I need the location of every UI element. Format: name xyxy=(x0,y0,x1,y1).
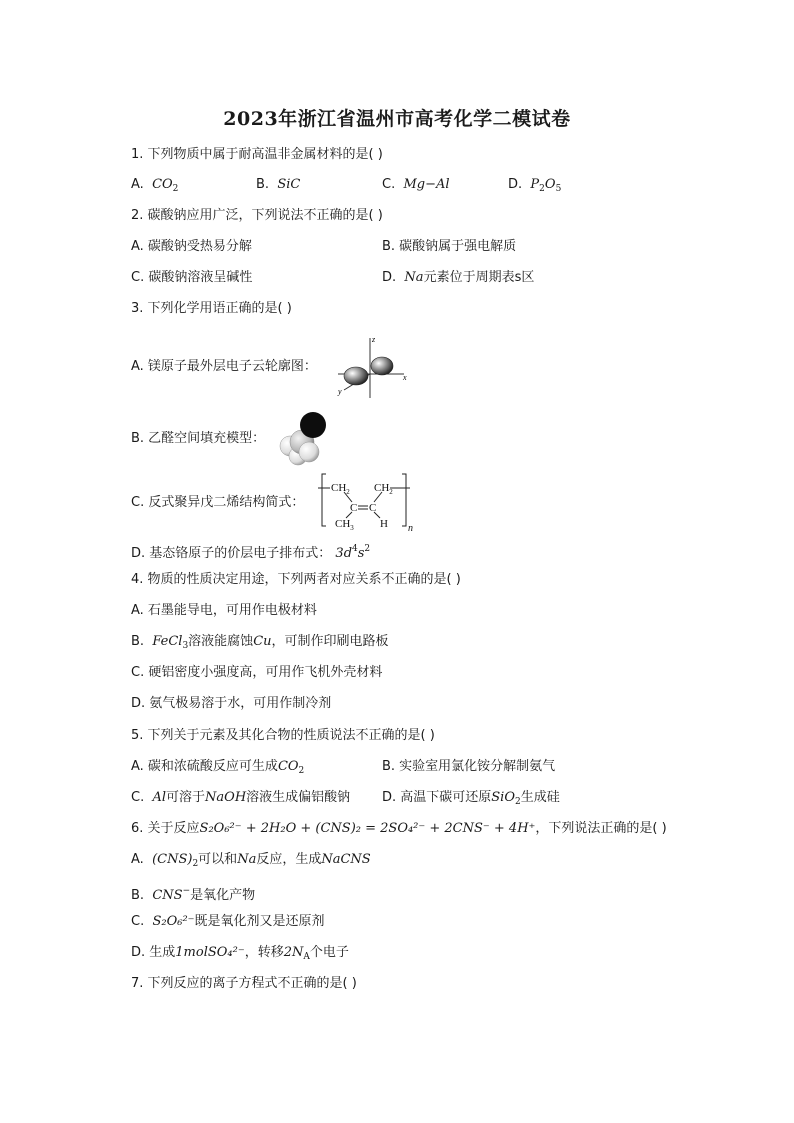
question-1-option-d: D. $P_2O_5$ xyxy=(508,177,562,194)
question-5-option-c: C. Al可溶于NaOH溶液生成偏铝酸钠 xyxy=(131,790,351,805)
svg-text:CH3: $CH_3$ xyxy=(335,518,354,532)
acetaldehyde-model-figure xyxy=(276,410,332,468)
axis-label-x: x xyxy=(403,373,407,382)
question-2-option-a: A. 碳酸钠受热易分解 xyxy=(131,239,252,254)
question-6-option-b: B. CNS−是氧化产物 xyxy=(131,886,256,903)
question-5-option-b: B. 实验室用氯化铵分解制氨气 xyxy=(382,759,556,774)
question-6-stem: 6. 关于反应S₂O₆²⁻ + 2H₂O + (CNS)₂ = 2SO₄²⁻ + 2CNS⁻ + 4H⁺，下列说法正确的是( ) xyxy=(131,821,667,836)
svg-text:C: C xyxy=(369,502,377,514)
question-3-option-a: A. 镁原子最外层电子云轮廓图： xyxy=(131,359,317,374)
question-5-stem: 5. 下列关于元素及其化合物的性质说法不正确的是( ) xyxy=(131,728,435,743)
question-3-stem: 3. 下列化学用语正确的是( ) xyxy=(131,301,292,316)
question-6-option-a: A. $(CNS)_2$可以和Na反应，生成NaCNS xyxy=(131,852,371,869)
svg-text:C: C xyxy=(350,502,358,514)
question-5-option-a: A. 碳和浓硫酸反应可生成$CO_2$ xyxy=(131,759,305,776)
svg-text:n: n xyxy=(408,523,413,532)
question-1-option-c: C. Mg−Al xyxy=(382,177,450,192)
axis-label-y: y xyxy=(338,387,342,396)
question-1-stem: 1. 下列物质中属于耐高温非金属材料的是( ) xyxy=(131,147,383,162)
question-3-option-b: B. 乙醛空间填充模型： xyxy=(131,431,266,446)
question-2-option-d: D. Na元素位于周期表s区 xyxy=(382,270,535,285)
question-7-stem: 7. 下列反应的离子方程式不正确的是( ) xyxy=(131,976,357,991)
question-6-option-d: D. 生成1molSO₄²⁻，转移$2N_A$个电子 xyxy=(131,945,349,962)
question-1-option-b: B. SiC xyxy=(256,177,301,192)
page-title: 2023年浙江省温州市高考化学二模试卷 xyxy=(223,108,571,130)
svg-text:CH2: $CH_2$ xyxy=(374,482,393,496)
question-1-option-a: A. $CO_2$ xyxy=(131,177,179,194)
orbital-lobe-left xyxy=(344,367,368,385)
question-4-stem: 4. 物质的性质决定用途，下列两者对应关系不正确的是( ) xyxy=(131,572,461,587)
right-bracket xyxy=(402,474,406,526)
question-6-option-c: C. S₂O₆²⁻既是氧化剂又是还原剂 xyxy=(131,914,325,929)
oxygen-sphere xyxy=(300,412,326,438)
question-2-option-b: B. 碳酸钠属于强电解质 xyxy=(382,239,517,254)
question-4-option-c: C. 硬铝密度小强度高，可用作飞机外壳材料 xyxy=(131,665,383,680)
orbital-lobe-right xyxy=(371,357,393,375)
question-2-option-c: C. 碳酸钠溶液呈碱性 xyxy=(131,270,253,285)
question-5-option-d: D. 高温下碳可还原SiO$_2$生成硅 xyxy=(382,790,560,807)
question-4-option-b: B. FeCl$_3$溶液能腐蚀Cu，可制作印刷电路板 xyxy=(131,634,389,651)
p-orbital-figure xyxy=(334,330,414,402)
question-3-option-c: C. 反式聚异戊二烯结构简式： xyxy=(131,495,305,510)
axis-label-z: z xyxy=(372,335,376,344)
question-2-stem: 2. 碳酸钠应用广泛，下列说法不正确的是( ) xyxy=(131,208,383,223)
svg-text:CH2: $CH_2$ xyxy=(331,482,350,496)
hydrogen-sphere xyxy=(299,442,319,462)
svg-text:H: H xyxy=(380,518,388,530)
question-4-option-a: A. 石墨能导电，可用作电极材料 xyxy=(131,603,317,618)
polyisoprene-structure-figure xyxy=(318,470,418,532)
left-bracket xyxy=(322,474,326,526)
question-4-option-d: D. 氨气极易溶于水，可用作制冷剂 xyxy=(131,696,332,711)
question-3-option-d: D. 基态铬原子的价层电子排布式： $3d^4s^2$ xyxy=(131,544,371,561)
